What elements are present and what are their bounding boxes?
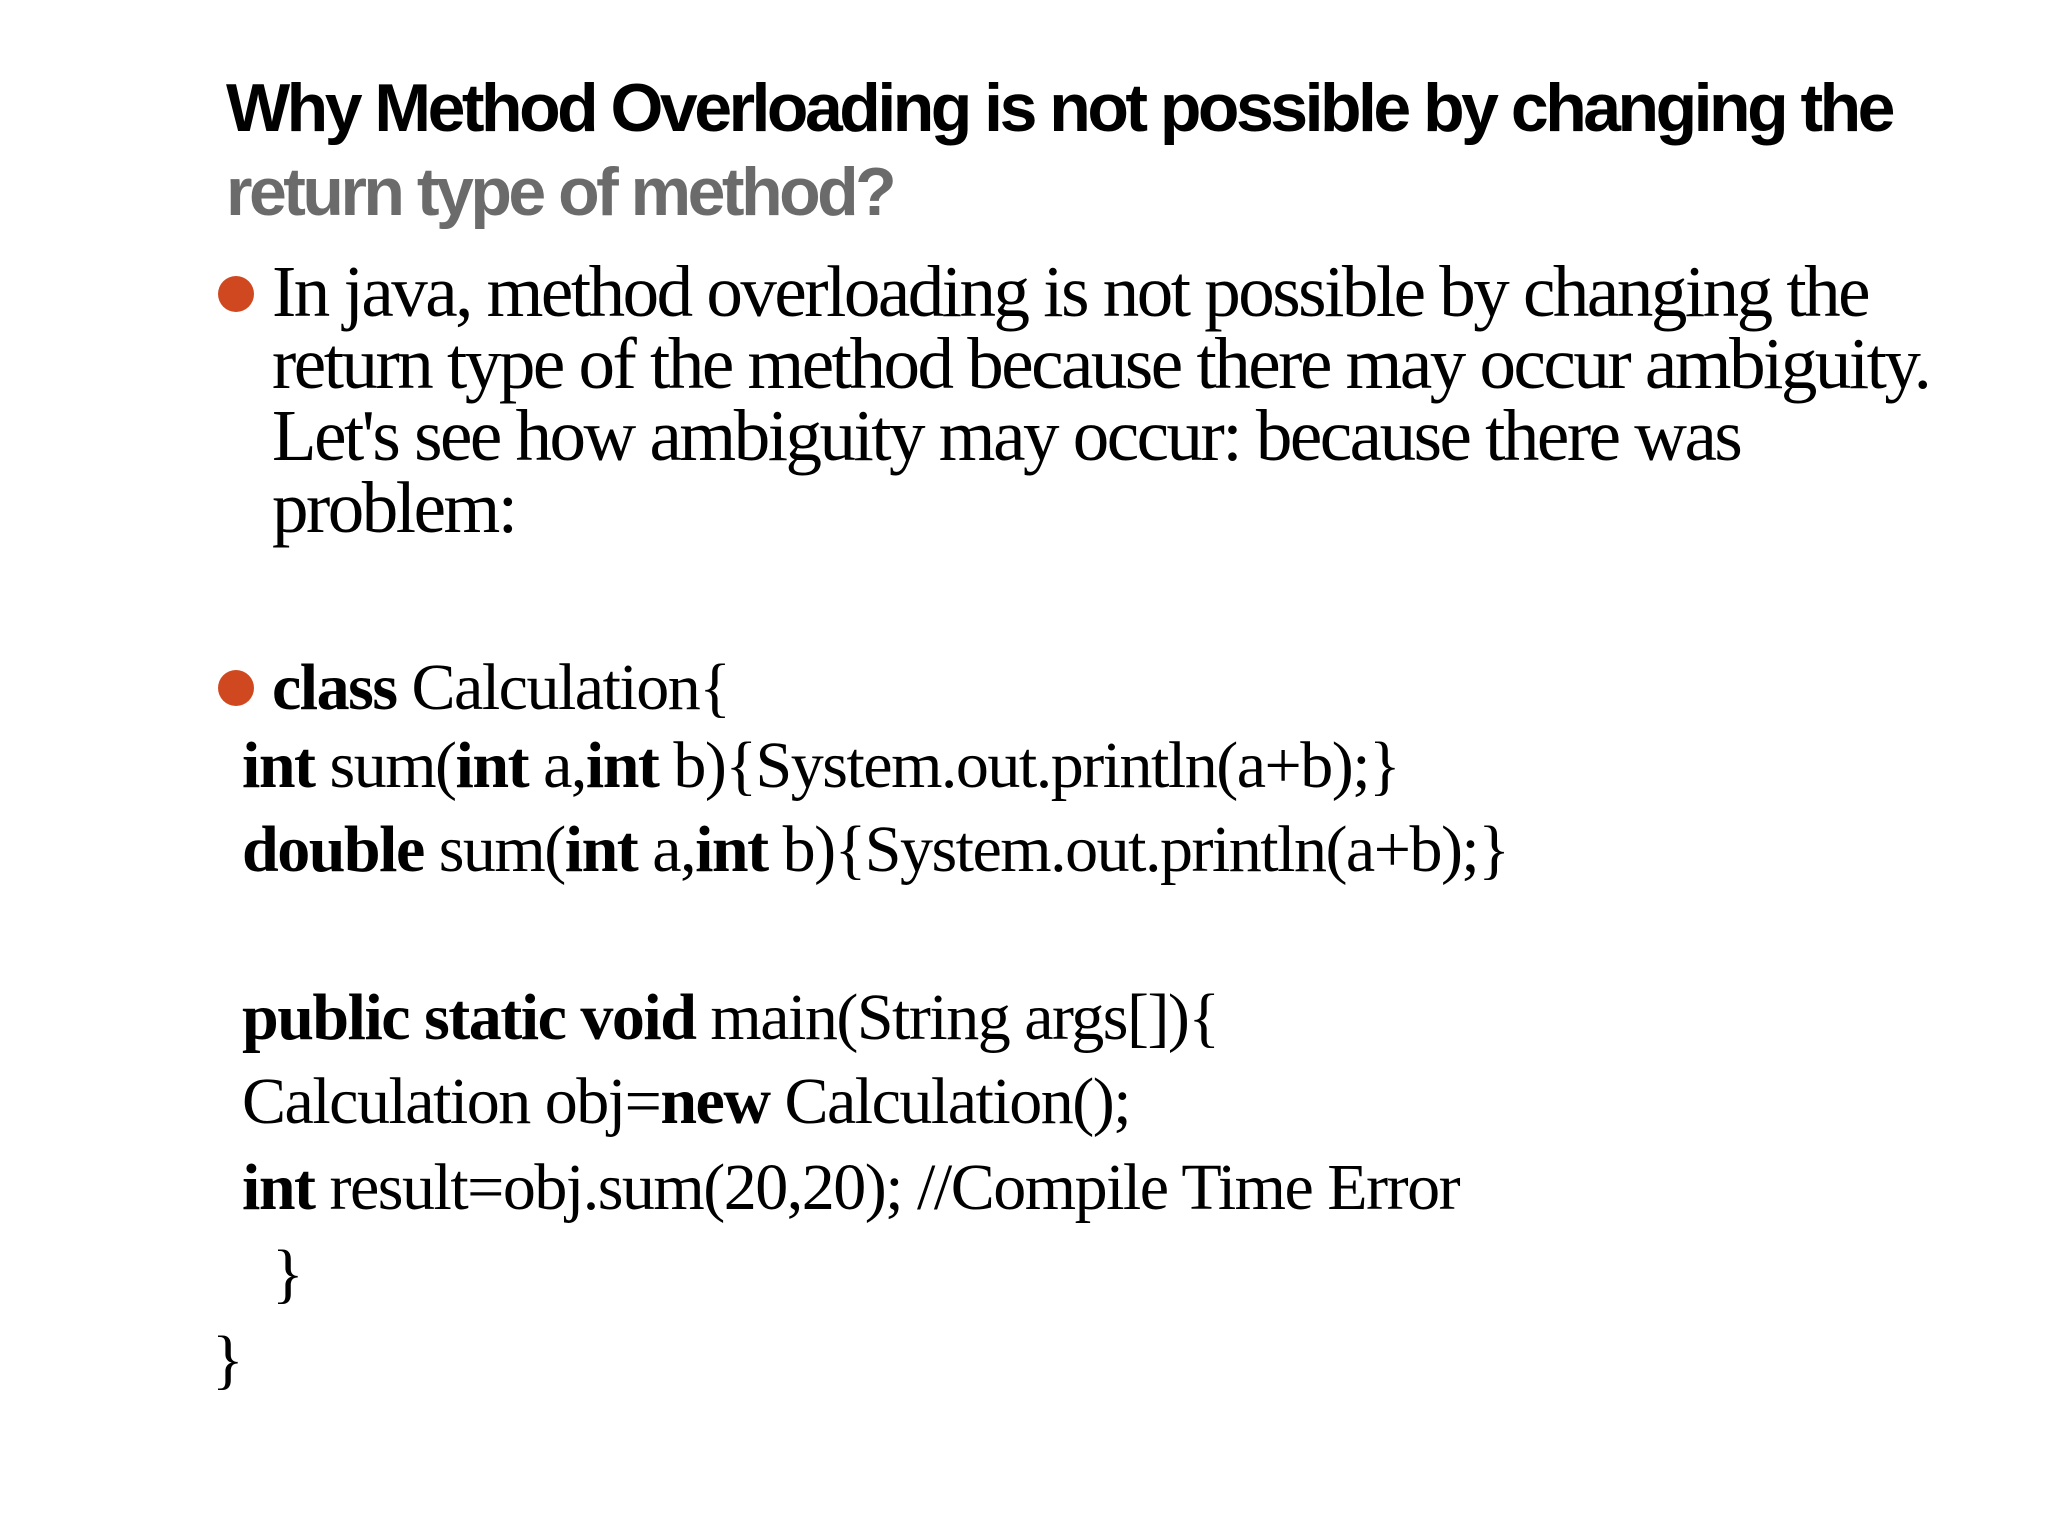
code-text: sum( (423, 813, 565, 886)
code-keyword: int (455, 729, 529, 802)
bullet-paragraph: In java, method overloading is not possible by changing the return type of the method because there may occur ambiguity. Let's see how ambiguity may occur: because there was problem: (272, 251, 1930, 548)
code-line-int-sum (242, 724, 1399, 808)
code-keyword: double (242, 813, 424, 886)
code-line-close-class: } (212, 1323, 243, 1396)
code-keyword: new (660, 1065, 770, 1138)
code-keyword: int (242, 729, 315, 802)
code-line-close-main: } (272, 1237, 303, 1310)
code-text: Calculation obj= (242, 1065, 661, 1138)
code-text: b){System.out.println(a+b);} (658, 729, 1400, 802)
code-keyword: class (272, 651, 397, 724)
title-line-1: Why Method Overloading is not possible by changing the (226, 70, 1892, 146)
code-line-result (242, 1146, 1459, 1230)
code-text: result=obj.sum(20,20); //Compile Time Error (314, 1151, 1460, 1224)
code-text: b){System.out.println(a+b);} (767, 813, 1509, 886)
code-text: a, (637, 813, 696, 886)
code-line-class (272, 646, 729, 730)
code-keyword: int (695, 813, 768, 886)
code-line-new-object (242, 1060, 1130, 1144)
code-line-main (242, 976, 1219, 1060)
code-keyword: public static void (242, 981, 696, 1054)
code-text: Calculation(); (769, 1065, 1131, 1138)
code-text: main(String args[]){ (695, 981, 1219, 1054)
bullet-dot-icon (218, 276, 254, 312)
code-keyword: int (564, 813, 638, 886)
code-text: sum( (314, 729, 456, 802)
slide-title (226, 66, 1986, 234)
code-text: a, (528, 729, 586, 802)
code-text: Calculation{ (396, 651, 730, 724)
code-line-double-sum (242, 808, 1508, 892)
title-line-2: return type of method? (226, 154, 894, 230)
code-keyword: int (242, 1151, 315, 1224)
code-keyword: int (585, 729, 659, 802)
bullet-dot-icon (218, 670, 254, 706)
